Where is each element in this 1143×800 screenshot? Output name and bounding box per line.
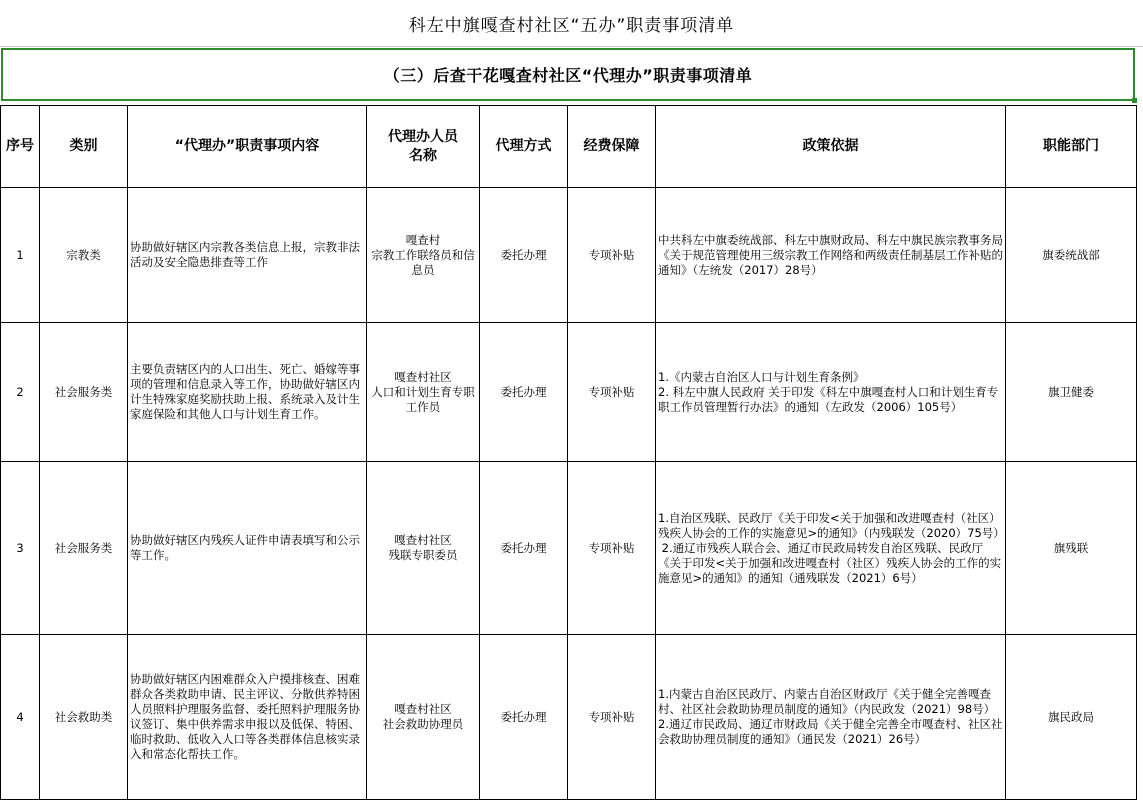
cell-funding: 专项补贴 — [568, 635, 656, 800]
cell-method: 委托办理 — [480, 635, 568, 800]
document-title: 科左中旗嘎查村社区“五办”职责事项清单 — [0, 0, 1143, 47]
header-content: “代理办”职责事项内容 — [128, 106, 367, 188]
policy-line: 1.内蒙古自治区民政厅、内蒙古自治区财政厅《关于健全完善嘎查村、社区社会救助协理员制度的通知》（内民政发（2021）98号） — [658, 687, 996, 716]
cell-agent-line: 人口和计划生育专职工作员 — [371, 384, 475, 414]
cell-content: 协助做好辖区内困难群众入户摸排核查、困难群众各类救助申请、民主评议、分散供养特困人员照料护理服务监督、委托照料护理服务协议签订、集中供养需求申报以及低保、特困、临时救助、低收入人口等各类群体信息核实录入和常态化帮扶工作。 — [128, 635, 367, 800]
cell-seq: 1 — [1, 188, 40, 323]
cell-policy — [656, 188, 1006, 323]
cell-agent-line: 嘎查村社区 — [394, 369, 452, 384]
cell-method: 委托办理 — [480, 188, 568, 323]
cell-policy — [656, 462, 1006, 635]
policy-line: 1.自治区残联、民政厅《关于印发<关于加强和改进嘎查村（社区）残疾人协会的工作的实施意见>的通知》（内残联发（2020）75号） — [658, 510, 1005, 540]
selection-handle[interactable] — [1132, 98, 1137, 103]
header-category: 类别 — [40, 106, 128, 188]
cell-agent — [367, 323, 480, 462]
header-department: 职能部门 — [1006, 106, 1137, 188]
header-agent — [367, 106, 480, 188]
policy-line: 中共科左中旗委统战部、科左中旗财政局、科左中旗民族宗教事务局《关于规范管理使用三级宗教工作网络和两级责任制基层工作补贴的通知》（左统发（2017）28号） — [658, 232, 1003, 277]
cell-seq: 4 — [1, 635, 40, 800]
cell-department: 旗委统战部 — [1006, 188, 1137, 323]
cell-category: 社会救助类 — [40, 635, 128, 800]
cell-funding: 专项补贴 — [568, 188, 656, 323]
cell-method: 委托办理 — [480, 462, 568, 635]
policy-line: 2.通辽市民政局、通辽市财政局《关于健全完善全市嘎查村、社区社会救助协理员制度的通知》（通民发（2021）26号） — [658, 717, 1003, 746]
duty-table — [0, 105, 1137, 800]
cell-category: 社会服务类 — [40, 323, 128, 462]
cell-content: 协助做好辖区内残疾人证件申请表填写和公示等工作。 — [128, 462, 367, 635]
cell-agent-line: 嘎查村 — [405, 232, 441, 247]
policy-line: 2.通辽市残疾人联合会、通辽市民政局转发自治区残联、民政厅《关于印发<关于加强和改进嘎查村（社区）残疾人协会的工作的实施意见>的通知》的通知（通残联发（2021）6号） — [658, 540, 1002, 585]
cell-funding: 专项补贴 — [568, 462, 656, 635]
cell-seq: 2 — [1, 323, 40, 462]
cell-content: 协助做好辖区内宗教各类信息上报，宗教非法活动及安全隐患排查等工作 — [128, 188, 367, 323]
section-title: （三）后查干花嘎查村社区“代理办”职责事项清单 — [383, 66, 753, 85]
header-method: 代理方式 — [480, 106, 568, 188]
cell-department: 旗卫健委 — [1006, 323, 1137, 462]
cell-agent — [367, 635, 480, 800]
table-row — [1, 323, 1137, 462]
cell-policy — [656, 635, 1006, 800]
cell-seq: 3 — [1, 462, 40, 635]
header-seq: 序号 — [1, 106, 40, 188]
table-row — [1, 462, 1137, 635]
cell-category: 宗教类 — [40, 188, 128, 323]
cell-method: 委托办理 — [480, 323, 568, 462]
section-title-bar[interactable] — [1, 48, 1135, 101]
cell-funding: 专项补贴 — [568, 323, 656, 462]
header-row — [1, 106, 1137, 188]
header-policy: 政策依据 — [656, 106, 1006, 188]
cell-policy — [656, 323, 1006, 462]
cell-agent-line: 嘎查村社区 — [394, 533, 452, 547]
policy-line: 1.《内蒙古自治区人口与计划生育条例》 — [658, 369, 865, 384]
cell-agent-line: 宗教工作联络员和信息员 — [371, 247, 475, 277]
cell-category: 社会服务类 — [40, 462, 128, 635]
policy-line: 2. 科左中旗人民政府 关于印发《科左中旗嘎查村人口和计划生育专职工作员管理暂行办法》的通知（左政发（2006）105号） — [658, 384, 999, 414]
header-funding: 经费保障 — [568, 106, 656, 188]
cell-agent — [367, 462, 480, 635]
cell-agent-line: 残联专职委员 — [388, 548, 458, 562]
header-agent-line2: 名称 — [409, 147, 437, 164]
table-row — [1, 188, 1137, 323]
header-agent-line1: 代理办人员 — [388, 128, 458, 145]
cell-department: 旗民政局 — [1006, 635, 1137, 800]
cell-agent-line: 嘎查村社区 — [394, 702, 452, 716]
cell-department: 旗残联 — [1006, 462, 1137, 635]
cell-agent — [367, 188, 480, 323]
table-row — [1, 635, 1137, 800]
cell-content: 主要负责辖区内的人口出生、死亡、婚嫁等事项的管理和信息录入等工作，协助做好辖区内计生特殊家庭奖励扶助上报、系统录入及计生家庭保险和其他人口与计划生育工作。 — [128, 323, 367, 462]
cell-agent-line: 社会救助协理员 — [382, 717, 464, 731]
